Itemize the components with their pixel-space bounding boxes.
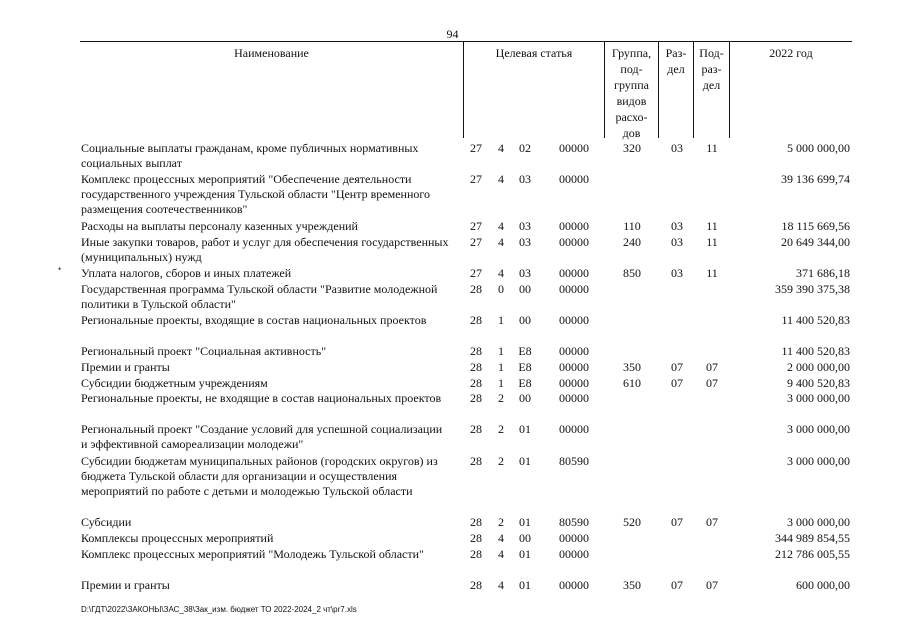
target-article-code-4: 00000 [559,219,589,233]
target-article-code-1: 27 [470,141,482,155]
expense-group-code: 850 [623,266,641,280]
target-article-code-4: 00000 [559,266,589,280]
page-number: 94 [446,27,459,41]
amount-2022: 359 390 375,38 [775,282,850,296]
target-article-code-2: 4 [498,266,504,280]
target-article-code-4: 00000 [559,313,589,327]
section-code: 07 [671,515,683,529]
target-article-code-1: 28 [470,313,482,327]
subsection-code: 11 [706,141,718,155]
target-article-code-4: 00000 [559,578,589,592]
target-article-code-4: 80590 [559,515,589,529]
target-article-code-3: 00 [519,391,531,405]
expense-group-code: 350 [623,360,641,374]
row-name: Субсидии бюджетным учреждениям [81,376,268,390]
target-article-code-1: 28 [470,344,482,358]
target-article-code-3: 03 [519,172,531,186]
amount-2022: 11 400 520,83 [781,313,850,327]
row-name: Иные закупки товаров, работ и услуг для обеспечения государственных (муниципальных) нужд [81,235,449,264]
target-article-code-2: 4 [498,219,504,233]
row-name: Субсидии бюджетам муниципальных районов (городских округов) из бюджета Тульской области для организации и осуществления мероприятий по работе с детьми и молодежью Тульской области [81,454,438,498]
header-year: 2022 год [769,46,813,60]
row-name: Премии и гранты [81,578,170,592]
target-article-code-2: 4 [498,547,504,561]
target-article-code-2: 2 [498,454,504,468]
amount-2022: 344 989 854,55 [775,531,850,545]
subsection-code: 11 [706,266,718,280]
target-article-code-1: 28 [470,578,482,592]
target-article-code-3: 01 [519,547,531,561]
target-article-code-1: 28 [470,376,482,390]
target-article-code-4: 00000 [559,376,589,390]
target-article-code-3: 00 [519,313,531,327]
target-article-code-1: 28 [470,422,482,436]
target-article-code-2: 4 [498,578,504,592]
section-code: 07 [671,360,683,374]
amount-2022: 20 649 344,00 [781,235,850,249]
expense-group-code: 110 [623,219,641,233]
target-article-code-3: E8 [518,344,532,358]
row-name: Субсидии [81,515,132,529]
target-article-code-4: 00000 [559,141,589,155]
target-article-code-4: 00000 [559,172,589,186]
row-name: Комплекс процессных мероприятий "Молодежь Тульской области" [81,547,424,561]
row-name: Комплекс процессных мероприятий "Обеспечение деятельности государственного учреждения Тульской области "Центр временного размещения соотечественников" [81,172,431,216]
target-article-code-1: 28 [470,282,482,296]
row-name: Региональный проект "Социальная активность" [81,344,327,358]
amount-2022: 9 400 520,83 [787,376,850,390]
amount-2022: 2 000 000,00 [787,360,850,374]
header-subsection: Под- раз- дел [699,46,724,92]
section-code: 03 [671,141,683,155]
row-name: Региональные проекты, не входящие в состав национальных проектов [81,391,442,405]
target-article-code-1: 28 [470,515,482,529]
amount-2022: 18 115 669,56 [781,219,850,233]
amount-2022: 3 000 000,00 [787,422,850,436]
amount-2022: 11 400 520,83 [781,344,850,358]
target-article-code-4: 00000 [559,360,589,374]
target-article-code-2: 4 [498,141,504,155]
target-article-code-1: 28 [470,391,482,405]
target-article-code-2: 2 [498,391,504,405]
header-top-rule [80,41,852,42]
target-article-code-3: 03 [519,219,531,233]
target-article-code-3: 01 [519,515,531,529]
amount-2022: 371 686,18 [796,266,850,280]
target-article-code-4: 80590 [559,454,589,468]
row-name: Региональный проект "Создание условий для успешной социализации и эффективной самореализации молодежи" [81,422,443,451]
target-article-code-3: 01 [519,578,531,592]
header-name: Наименование [234,46,309,60]
target-article-code-3: 03 [519,235,531,249]
row-name: Региональные проекты, входящие в состав национальных проектов [81,313,427,327]
expense-group-code: 240 [623,235,641,249]
subsection-code: 11 [706,235,718,249]
target-article-code-3: E8 [518,376,532,390]
subsection-code: 07 [706,515,718,529]
target-article-code-2: 2 [498,515,504,529]
row-name: Комплексы процессных мероприятий [81,531,274,545]
expense-group-code: 350 [623,578,641,592]
amount-2022: 600 000,00 [796,578,850,592]
target-article-code-1: 28 [470,531,482,545]
target-article-code-1: 27 [470,266,482,280]
target-article-code-4: 00000 [559,282,589,296]
section-code: 07 [671,376,683,390]
target-article-code-2: 1 [498,360,504,374]
file-path-footer: D:\ГДТ\2022\ЗАКОНЫ\ЗАС_38\Зак_изм. бюджет ТО 2022-2024_2 чт\pr7.xls [81,605,357,614]
subsection-code: 07 [706,578,718,592]
section-code: 03 [671,235,683,249]
row-name: Уплата налогов, сборов и иных платежей [81,266,292,280]
row-name: Государственная программа Тульской области "Развитие молодежной политики в Тульской области" [81,282,438,311]
target-article-code-4: 00000 [559,531,589,545]
subsection-code: 07 [706,360,718,374]
target-article-code-3: 00 [519,282,531,296]
subsection-code: 07 [706,376,718,390]
target-article-code-3: 03 [519,266,531,280]
target-article-code-4: 00000 [559,344,589,358]
target-article-code-3: 01 [519,422,531,436]
row-name: Расходы на выплаты персоналу казенных учреждений [81,219,358,233]
target-article-code-2: 4 [498,531,504,545]
target-article-code-4: 00000 [559,547,589,561]
target-article-code-4: 00000 [559,391,589,405]
target-article-code-2: 1 [498,344,504,358]
row-name: Премии и гранты [81,360,170,374]
target-article-code-2: 0 [498,282,504,296]
target-article-code-1: 27 [470,172,482,186]
target-article-code-1: 27 [470,235,482,249]
subsection-code: 11 [706,219,718,233]
target-article-code-2: 1 [498,376,504,390]
amount-2022: 3 000 000,00 [787,391,850,405]
header-target-article: Целевая статья [495,46,573,60]
target-article-code-2: 4 [498,172,504,186]
section-code: 03 [671,219,683,233]
header-expense-group: Группа, под- группа видов расхо- дов [611,46,652,140]
target-article-code-2: 1 [498,313,504,327]
target-article-code-1: 28 [470,360,482,374]
expense-group-code: 610 [623,376,641,390]
target-article-code-3: 01 [519,454,531,468]
scan-speck: • [58,264,62,274]
expense-group-code: 320 [623,141,641,155]
section-code: 07 [671,578,683,592]
target-article-code-3: 00 [519,531,531,545]
target-article-code-1: 27 [470,219,482,233]
target-article-code-1: 28 [470,454,482,468]
target-article-code-2: 2 [498,422,504,436]
target-article-code-1: 28 [470,547,482,561]
amount-2022: 5 000 000,00 [787,141,850,155]
target-article-code-4: 00000 [559,422,589,436]
amount-2022: 3 000 000,00 [787,454,850,468]
target-article-code-3: 02 [519,141,531,155]
amount-2022: 212 786 005,55 [775,547,850,561]
section-code: 03 [671,266,683,280]
expense-group-code: 520 [623,515,641,529]
amount-2022: 39 136 699,74 [781,172,850,186]
row-name: Социальные выплаты гражданам, кроме публичных нормативных социальных выплат [81,141,419,170]
target-article-code-2: 4 [498,235,504,249]
target-article-code-3: E8 [518,360,532,374]
header-section: Раз- дел [665,46,687,76]
amount-2022: 3 000 000,00 [787,515,850,529]
target-article-code-4: 00000 [559,235,589,249]
